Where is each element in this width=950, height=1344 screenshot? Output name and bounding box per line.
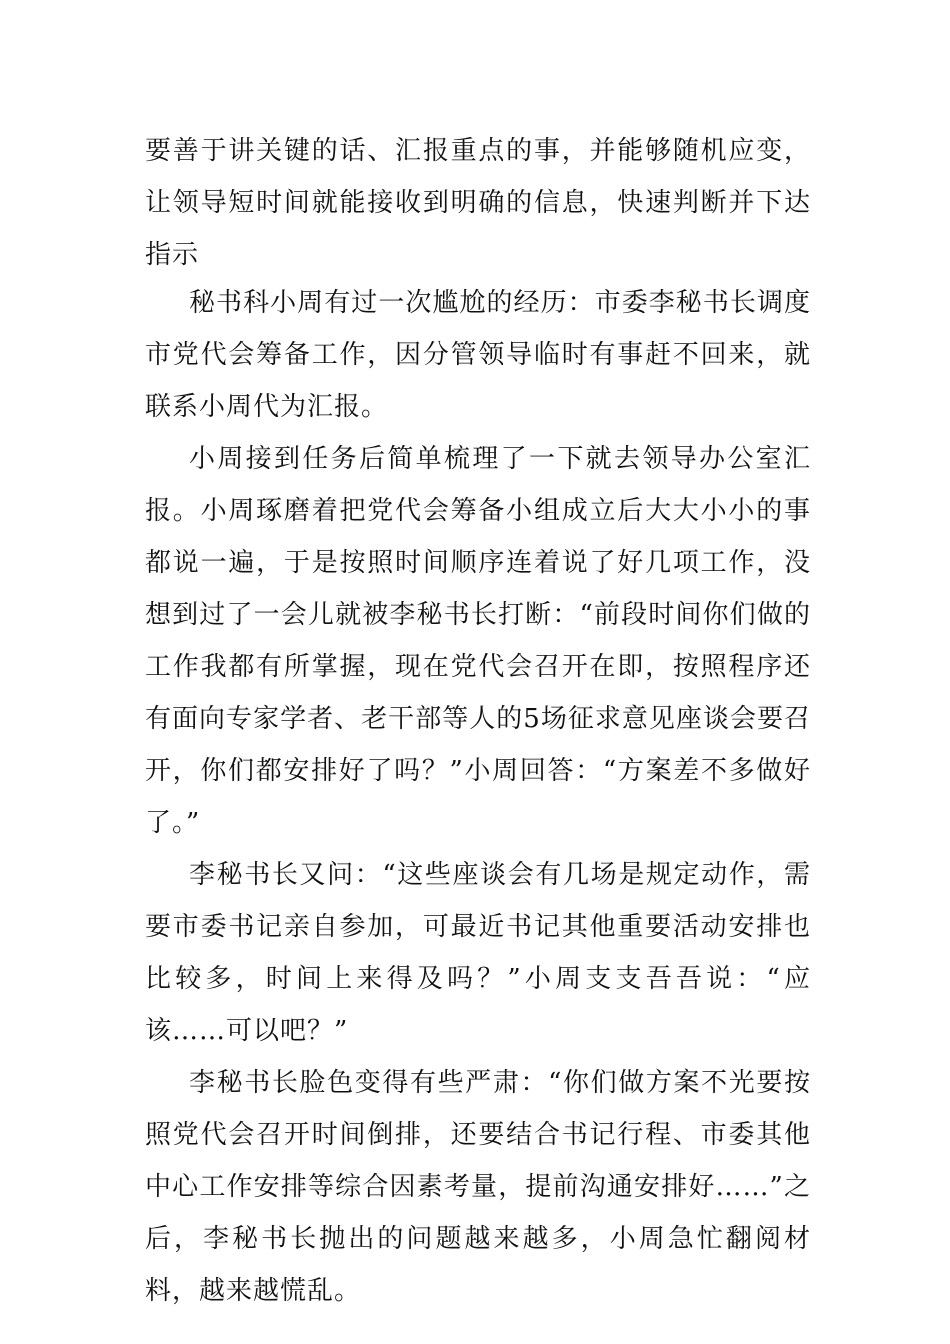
lead-section [145,125,811,281]
lead-paragraph: 要善于讲关键的话、汇报重点的事，并能够随机应变，让领导短时间就能接收到明确的信息，快速判断并下达指示 [145,136,811,270]
paragraph-2: 小周接到任务后简单梳理了一下就去领导办公室汇报。小周琢磨着把党代会筹备小组成立后大大小小的事都说一遍，于是按照时间顺序连着说了好几项工作，没想到过了一会儿就被李秘书长打断：“前段时间你们做的工作我都有所掌握，现在党代会召开在即，按照程序还有面向专家学者、老干部等人的5场征求意见座谈会要召开，你们都安排好了吗？”小周回答：“方案差不多做好了。” [145,444,811,838]
body-section [145,277,811,1317]
paragraph-1: 秘书科小周有过一次尴尬的经历：市委李秘书长调度市党代会筹备工作，因分管领导临时有事赶不回来，就联系小周代为汇报。 [145,288,811,422]
paragraph-4: 李秘书长脸色变得有些严肃：“你们做方案不光要按照党代会召开时间倒排，还要结合书记行程、市委其他中心工作安排等综合因素考量，提前沟通安排好……”之后，李秘书长抛出的问题越来越多，小周急忙翻阅材料，越来越慌乱。 [145,1068,811,1306]
paragraph-3: 李秘书长又问：“这些座谈会有几场是规定动作，需要市委书记亲自参加，可最近书记其他重要活动安排也比较多，时间上来得及吗？”小周支支吾吾说：“应该……可以吧？” [145,860,811,1046]
